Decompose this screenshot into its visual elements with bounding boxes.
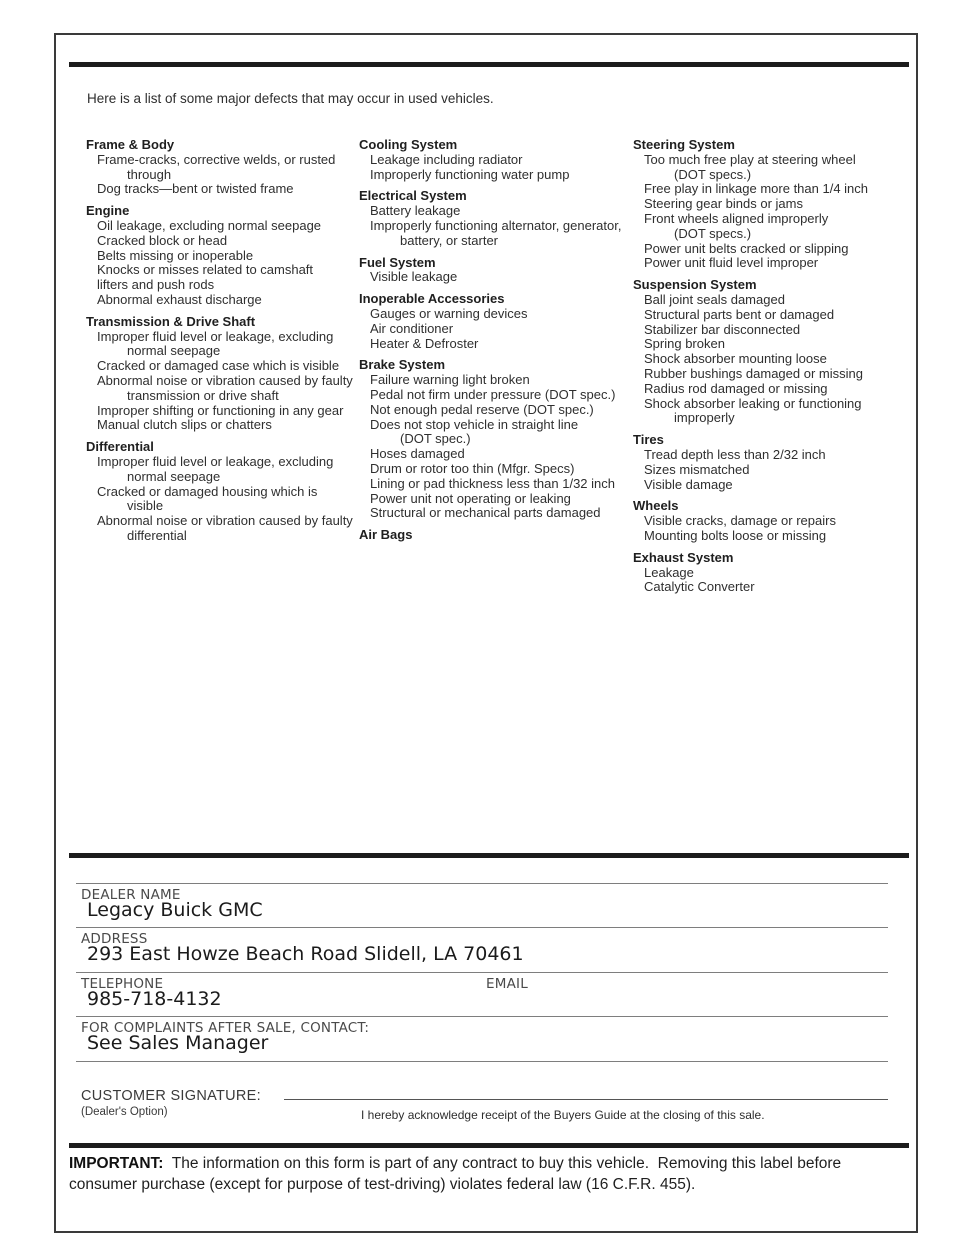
defect-item: Structural parts bent or damaged [644, 306, 835, 322]
defects-column-2 [359, 138, 627, 543]
defect-item-continuation: through [127, 166, 172, 182]
defect-section [86, 440, 352, 544]
defect-section [359, 292, 627, 351]
defect-item: Power unit belts cracked or slipping [644, 240, 849, 256]
defect-section [633, 278, 895, 426]
defect-item: Does not stop vehicle in straight line [370, 416, 579, 432]
defect-item: Improperly functioning water pump [370, 166, 570, 182]
defect-item: Visible damage [644, 476, 733, 492]
defect-item-continuation: normal seepage [127, 468, 221, 484]
defect-item: Free play in linkage more than 1/4 inch [644, 181, 869, 197]
complaints-value: See Sales Manager [87, 1032, 269, 1054]
defect-item: Abnormal noise or vibration caused by faulty [97, 513, 353, 529]
section-title: Frame & Body [86, 137, 175, 152]
defect-item: Air conditioner [370, 320, 454, 336]
defect-item: Oil leakage, excluding normal seepage [97, 217, 322, 233]
top-divider-rule [69, 62, 909, 67]
defect-item: Radius rod damaged or missing [644, 380, 828, 396]
defect-item: Hoses damaged [370, 446, 465, 462]
dealer-name-value: Legacy Buick GMC [87, 899, 263, 921]
defect-item: Knocks or misses related to camshaft [97, 262, 314, 278]
dealer-name-label: DEALER NAME [81, 887, 181, 903]
address-value: 293 East Howze Beach Road Slidell, LA 70461 [87, 943, 524, 965]
telephone-label: TELEPHONE [81, 976, 164, 992]
defect-item: Frame-cracks, corrective welds, or rusted [97, 151, 336, 167]
field-line-dealer-name [76, 883, 888, 884]
defect-item-continuation: battery, or starter [400, 232, 499, 248]
defect-item: Rubber bushings damaged or missing [644, 365, 863, 381]
defect-section [359, 189, 627, 248]
defect-section [86, 315, 352, 433]
section-title: Fuel System [359, 254, 436, 270]
defect-item: Structural or mechanical parts damaged [370, 505, 601, 521]
defect-section [359, 528, 627, 543]
complaints-label: FOR COMPLAINTS AFTER SALE, CONTACT: [81, 1020, 370, 1036]
customer-signature-label: CUSTOMER SIGNATURE: [81, 1088, 261, 1104]
defect-section [633, 551, 895, 595]
defect-item: Mounting bolts loose or missing [644, 527, 827, 543]
defect-item: Power unit fluid level improper [644, 255, 819, 271]
defect-item-continuation: visible [127, 498, 164, 514]
section-title: Electrical System [359, 188, 467, 204]
section-title: Suspension System [633, 277, 757, 293]
acknowledgement-text: I hereby acknowledge receipt of the Buyers Guide at the closing of this sale. [361, 1108, 765, 1122]
defect-section [359, 138, 627, 182]
defect-item: Battery leakage [370, 203, 461, 219]
defect-item: Pedal not firm under pressure (DOT spec.) [370, 386, 616, 402]
defect-section [633, 499, 895, 543]
defect-item-continuation: transmission or drive shaft [127, 387, 279, 403]
defect-item-continuation: differential [127, 527, 187, 543]
defects-column-3 [633, 138, 895, 595]
defect-item: Not enough pedal reserve (DOT spec.) [370, 401, 594, 417]
defect-section [633, 433, 895, 492]
customer-signature-line [284, 1099, 888, 1100]
field-line-bottom [76, 1061, 888, 1062]
defect-item: Improperly functioning alternator, generator, [370, 217, 622, 233]
defect-item: Gauges or warning devices [370, 305, 528, 321]
defect-item-continuation: improperly [674, 410, 735, 426]
section-title: Exhaust System [633, 549, 734, 565]
section-title: Air Bags [359, 527, 413, 543]
defect-item-continuation: normal seepage [127, 343, 221, 359]
dealer-section-divider-rule [69, 853, 909, 858]
defect-item: Failure warning light broken [370, 372, 530, 388]
field-line-complaints [76, 1016, 888, 1017]
defect-item: Front wheels aligned improperly [644, 210, 829, 226]
defect-item: Tread depth less than 2/32 inch [644, 446, 826, 462]
defect-item: Improper shifting or functioning in any gear [97, 402, 344, 418]
field-line-address [76, 927, 888, 928]
important-notice [69, 1153, 911, 1196]
defect-item: Visible leakage [370, 269, 458, 285]
defect-item: Manual clutch slips or chatters [97, 417, 272, 433]
section-title: Differential [86, 439, 154, 455]
defect-item: Leakage including radiator [370, 151, 523, 167]
defect-item: Improper fluid level or leakage, excluding [97, 453, 334, 469]
section-title: Engine [86, 203, 130, 219]
defect-item: Heater & Defroster [370, 335, 479, 351]
defect-item: Ball joint seals damaged [644, 291, 785, 307]
section-title: Cooling System [359, 137, 458, 152]
field-line-telephone-email [76, 972, 888, 973]
section-title: Steering System [633, 137, 735, 152]
defect-section [359, 256, 627, 286]
defect-item: Abnormal exhaust discharge [97, 291, 262, 307]
defect-item: Spring broken [644, 336, 725, 352]
defect-item: Visible cracks, damage or repairs [644, 513, 836, 529]
defect-section [86, 138, 352, 197]
section-title: Brake System [359, 357, 445, 373]
defect-section [359, 358, 627, 521]
address-label: ADDRESS [81, 931, 148, 947]
important-label: IMPORTANT: [69, 1155, 164, 1172]
defect-section [86, 204, 352, 308]
telephone-value: 985-718-4132 [87, 988, 222, 1010]
section-title: Tires [633, 432, 664, 448]
defect-item: Belts missing or inoperable [97, 247, 254, 263]
important-text: The information on this form is part of any contract to buy this vehicle. Removing this label before consumer purchase (except for purpose of test-driving) violates federal law (16 C.F.R. 455). [69, 1155, 846, 1194]
defect-item: Lining or pad thickness less than 1/32 inch [370, 475, 615, 491]
defect-item: Too much free play at steering wheel [644, 151, 856, 167]
defect-item: Shock absorber leaking or functioning [644, 395, 862, 411]
defect-item: Leakage [644, 564, 694, 580]
defect-item: Stabilizer bar disconnected [644, 321, 801, 337]
defect-section [633, 138, 895, 271]
email-label: EMAIL [486, 976, 528, 992]
defect-item: Dog tracks—bent or twisted frame [97, 181, 294, 197]
defect-item-continuation: (DOT spec.) [400, 431, 471, 447]
section-title: Transmission & Drive Shaft [86, 313, 256, 329]
defect-item-continuation: (DOT specs.) [674, 225, 752, 241]
section-title: Inoperable Accessories [359, 291, 505, 307]
defect-item: Improper fluid level or leakage, excluding [97, 328, 334, 344]
defect-item-continuation: (DOT specs.) [674, 166, 752, 182]
defect-item: Cracked block or head [97, 232, 228, 248]
defect-item: Sizes mismatched [644, 461, 750, 477]
defect-item: Drum or rotor too thin (Mfgr. Specs) [370, 460, 575, 476]
buyers-guide-back-page [54, 33, 918, 1233]
important-divider-rule [69, 1143, 909, 1148]
defect-item: Catalytic Converter [644, 579, 755, 595]
defect-item: Shock absorber mounting loose [644, 351, 827, 367]
defect-item: Power unit not operating or leaking [370, 490, 571, 506]
defects-column-1 [86, 138, 352, 544]
dealers-option-note: (Dealer's Option) [81, 1106, 168, 1118]
defect-item: Cracked or damaged housing which is [97, 483, 318, 499]
defect-item: Steering gear binds or jams [644, 196, 803, 212]
intro-text: Here is a list of some major defects that may occur in used vehicles. [87, 91, 494, 106]
section-title: Wheels [633, 498, 679, 514]
defect-item: Cracked or damaged case which is visible [97, 358, 340, 374]
defect-item: lifters and push rods [97, 277, 215, 293]
defect-item: Abnormal noise or vibration caused by faulty [97, 372, 353, 388]
